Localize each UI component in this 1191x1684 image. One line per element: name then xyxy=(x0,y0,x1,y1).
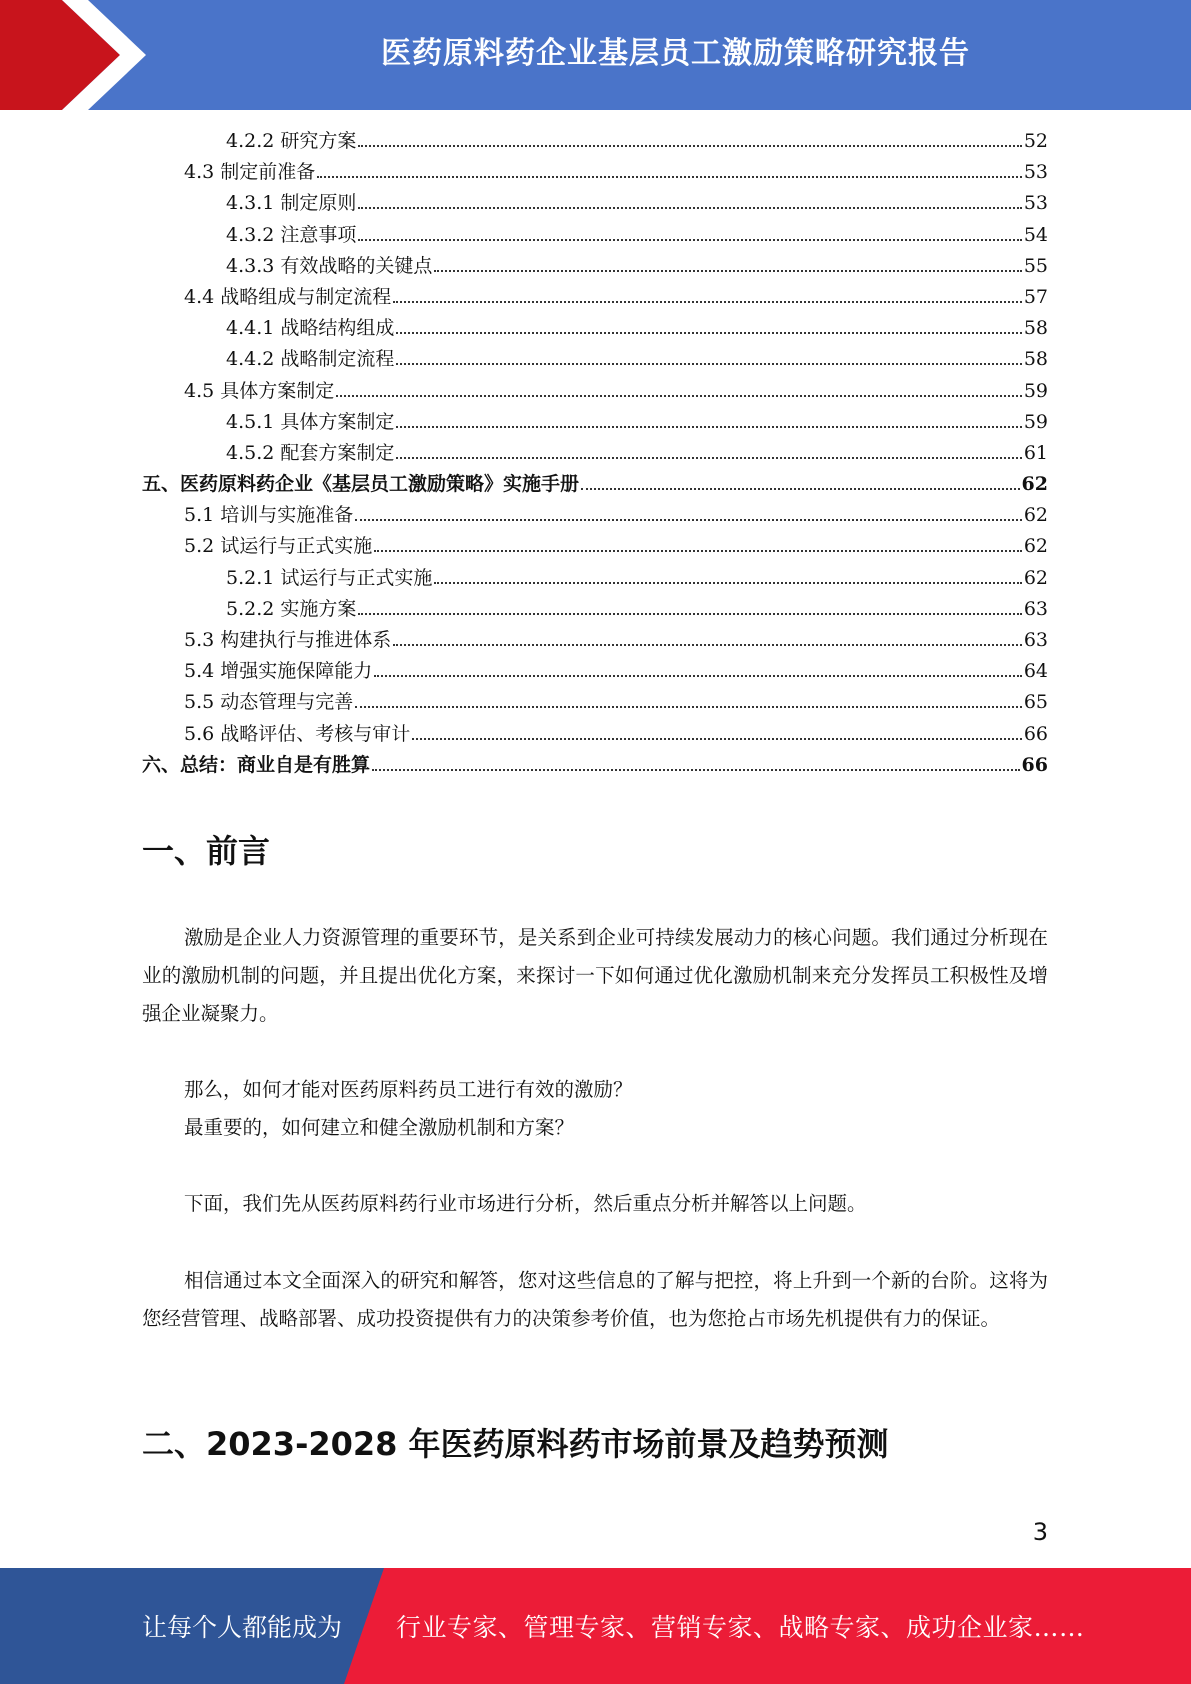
toc-entry[interactable] xyxy=(142,438,1048,469)
toc-dot-leader xyxy=(358,207,1021,209)
toc-dot-leader xyxy=(358,145,1021,147)
toc-entry[interactable] xyxy=(142,719,1048,750)
toc-entry-label: 4.3 制定前准备 xyxy=(184,161,316,184)
toc-entry-page: 57 xyxy=(1023,285,1048,308)
section-heading-preface: 一、前言 xyxy=(142,832,271,870)
toc-entry-label: 4.2.2 研究方案 xyxy=(226,130,357,152)
toc-entry-label: 5.5 动态管理与完善 xyxy=(184,691,354,714)
toc-entry[interactable] xyxy=(142,563,1048,594)
paragraph: 激励是企业人力资源管理的重要环节，是关系到企业可持续发展动力的核心问题。我们通过分析现在业的激励机制的问题，并且提出优化方案，来探讨一下如何通过优化激励机制来充分发挥员工积极性及增强企业凝聚力。 xyxy=(142,926,1048,1025)
toc-entry-page: 62 xyxy=(1023,535,1048,558)
toc-dot-leader xyxy=(374,675,1022,677)
toc-entry[interactable] xyxy=(142,750,1048,781)
toc-entry[interactable] xyxy=(142,251,1048,282)
toc-dot-leader xyxy=(317,176,1022,178)
toc-entry[interactable] xyxy=(142,344,1048,375)
toc-entry-label: 4.4.1 战略结构组成 xyxy=(226,317,395,340)
toc-entry[interactable] xyxy=(142,126,1048,157)
toc-entry[interactable] xyxy=(142,157,1048,188)
footer-slogan-left: 让每个人都能成为 xyxy=(142,1613,343,1642)
toc-entry[interactable] xyxy=(142,313,1048,344)
toc-dot-leader xyxy=(393,644,1022,646)
toc-entry[interactable] xyxy=(142,469,1048,500)
page-number: 3 xyxy=(1032,1518,1048,1546)
toc-entry[interactable] xyxy=(142,594,1048,625)
toc-entry-page: 52 xyxy=(1023,130,1048,152)
toc-entry[interactable] xyxy=(142,220,1048,251)
toc-entry-page: 65 xyxy=(1023,691,1048,714)
toc-entry-label: 4.5.1 具体方案制定 xyxy=(226,410,395,433)
toc-entry-label: 5.6 战略评估、考核与审计 xyxy=(184,722,411,745)
toc-dot-leader xyxy=(581,488,1020,490)
toc-dot-leader xyxy=(372,769,1020,771)
toc-dot-leader xyxy=(358,613,1021,615)
toc-entry[interactable] xyxy=(142,282,1048,313)
toc-entry[interactable] xyxy=(142,625,1048,656)
toc-entry-label: 4.5 具体方案制定 xyxy=(184,379,335,402)
toc-entry-page: 63 xyxy=(1023,629,1048,651)
toc-entry[interactable] xyxy=(142,500,1048,531)
toc-entry-label: 4.4.2 战略制定流程 xyxy=(226,348,395,371)
toc-entry-page: 63 xyxy=(1023,597,1048,620)
toc-entry-label: 4.3.1 制定原则 xyxy=(226,192,357,215)
toc-dot-leader xyxy=(412,738,1022,740)
table-of-contents xyxy=(142,126,1048,781)
toc-entry-page: 55 xyxy=(1023,254,1048,277)
toc-entry-label: 4.4 战略组成与制定流程 xyxy=(184,285,392,308)
toc-dot-leader xyxy=(396,426,1021,428)
toc-dot-leader xyxy=(355,519,1022,521)
toc-entry-label: 5.2 试运行与正式实施 xyxy=(184,535,373,558)
toc-entry-page: 62 xyxy=(1021,473,1048,496)
toc-entry[interactable] xyxy=(142,188,1048,219)
toc-dot-leader xyxy=(396,332,1021,334)
toc-dot-leader xyxy=(358,239,1021,241)
toc-entry-page: 61 xyxy=(1023,441,1048,464)
toc-dot-leader xyxy=(434,582,1021,584)
toc-entry-page: 66 xyxy=(1021,753,1048,776)
toc-entry-label: 5.2.1 试运行与正式实施 xyxy=(226,566,433,589)
toc-entry-page: 62 xyxy=(1023,504,1048,527)
toc-entry-label: 4.3.3 有效战略的关键点 xyxy=(226,254,433,277)
toc-entry[interactable] xyxy=(142,531,1048,562)
section-heading-market-forecast: 二、2023-2028 年医药原料药市场前景及趋势预测 xyxy=(142,1425,889,1463)
toc-entry-page: 59 xyxy=(1023,410,1048,433)
toc-dot-leader xyxy=(396,363,1021,365)
toc-dot-leader xyxy=(355,706,1022,708)
toc-entry-page: 54 xyxy=(1023,223,1048,246)
toc-entry-page: 62 xyxy=(1023,566,1048,589)
toc-entry-page: 53 xyxy=(1023,161,1048,184)
toc-dot-leader xyxy=(434,270,1021,272)
toc-dot-leader xyxy=(374,550,1022,552)
toc-entry-label: 4.3.2 注意事项 xyxy=(226,223,357,246)
toc-dot-leader xyxy=(396,457,1021,459)
toc-entry-page: 58 xyxy=(1023,348,1048,371)
paragraph: 相信通过本文全面深入的研究和解答，您对这些信息的了解与把控，将上升到一个新的台阶。这将为您经营管理、战略部署、成功投资提供有力的决策参考价值，也为您抢占市场先机提供有力的保证。 xyxy=(142,1269,1048,1330)
footer-slogan-right: 行业专家、管理专家、营销专家、战略专家、成功企业家…… xyxy=(396,1613,1085,1642)
toc-entry-label: 5.1 培训与实施准备 xyxy=(184,504,354,527)
report-title: 医药原料药企业基层员工激励策略研究报告 xyxy=(381,36,970,71)
page-footer xyxy=(0,1568,1191,1684)
toc-entry[interactable] xyxy=(142,407,1048,438)
toc-entry-label: 5.3 构建执行与推进体系 xyxy=(184,629,392,651)
toc-entry-page: 59 xyxy=(1023,379,1048,402)
toc-entry-label: 5.2.2 实施方案 xyxy=(226,597,357,620)
toc-dot-leader xyxy=(393,301,1022,303)
toc-dot-leader xyxy=(336,395,1022,397)
toc-entry-label: 五、医药原料药企业《基层员工激励策略》实施手册 xyxy=(142,473,580,496)
toc-entry[interactable] xyxy=(142,656,1048,687)
toc-entry[interactable] xyxy=(142,687,1048,718)
paragraph: 最重要的，如何建立和健全激励机制和方案？ xyxy=(184,1116,575,1139)
toc-entry-page: 53 xyxy=(1023,192,1048,215)
toc-entry-label: 4.5.2 配套方案制定 xyxy=(226,441,395,464)
toc-entry-label: 六、总结：商业自是有胜算 xyxy=(142,753,371,776)
toc-entry-page: 64 xyxy=(1023,660,1048,683)
page-header xyxy=(0,0,1191,110)
toc-entry-page: 66 xyxy=(1023,722,1048,745)
toc-entry-page: 58 xyxy=(1023,317,1048,340)
paragraph: 那么，如何才能对医药原料药员工进行有效的激励？ xyxy=(184,1078,633,1101)
toc-entry[interactable] xyxy=(142,376,1048,407)
paragraph: 下面，我们先从医药原料药行业市场进行分析，然后重点分析并解答以上问题。 xyxy=(184,1192,867,1215)
toc-entry-label: 5.4 增强实施保障能力 xyxy=(184,660,373,683)
